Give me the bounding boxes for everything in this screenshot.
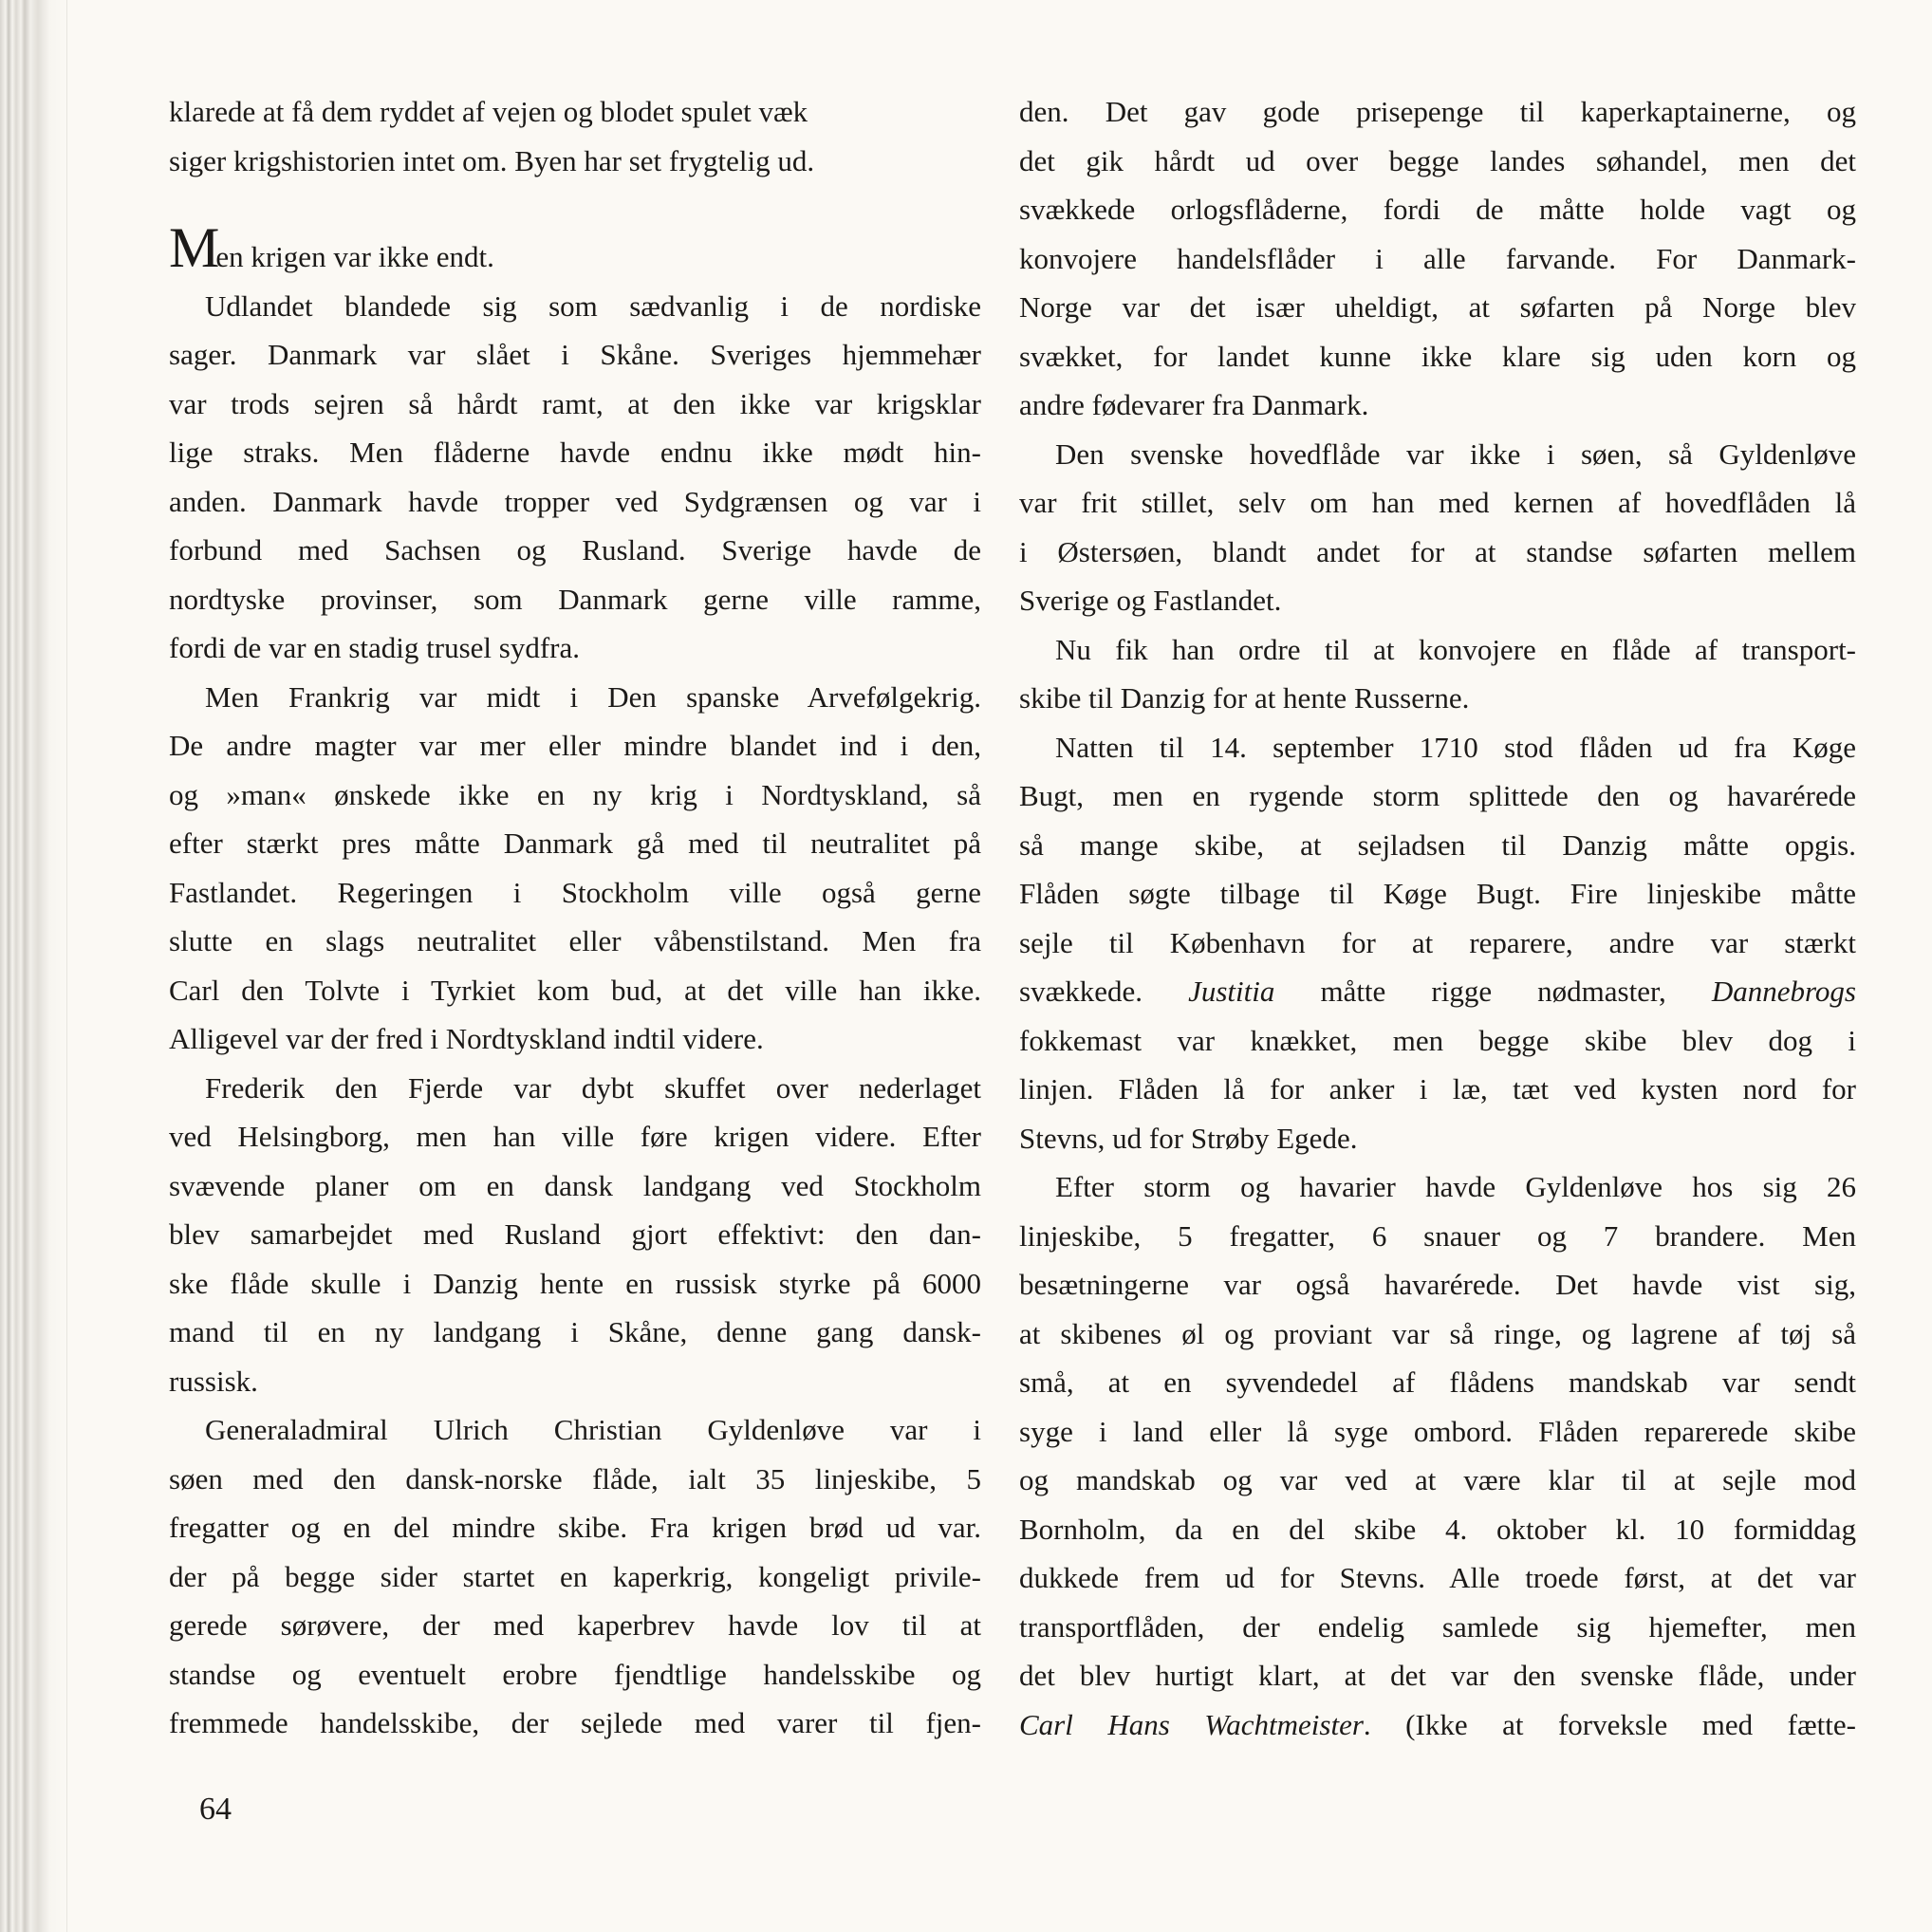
text-line: anden. Danmark havde tropper ved Sydgrænsen og var i (169, 484, 981, 518)
text-line: fordi de var en stadig trusel sydfra. (169, 631, 581, 664)
paragraph (169, 1405, 981, 1748)
left-column (169, 87, 981, 1748)
text-line: lige straks. Men flåderne havde endnu ikke mødt hin- (169, 436, 981, 469)
paragraph (1019, 430, 1856, 577)
text-line: syge i land eller lå syge ombord. Flåden reparerede skibe (1019, 1414, 1856, 1448)
text-line: besætningerne var også havarérede. Det havde vist sig, (1019, 1268, 1856, 1301)
text-line: fokkemast var knækket, men begge skibe blev dog i (1019, 1023, 1856, 1057)
text-line: mand til en ny landgang i Skåne, denne gang dansk- (169, 1315, 981, 1348)
text-line: transportflåden, der endelig samlede sig hjemefter, men (1019, 1609, 1856, 1644)
book-spine-edge (0, 0, 67, 1932)
text-line: blev samarbejdet med Rusland gjort effektivt: den dan- (169, 1217, 981, 1251)
text-line: Bugt, men en rygende storm splittede den og havarérede (1019, 779, 1856, 812)
text-line: var frit stillet, selv om han med kernen af hovedflåden lå (1019, 486, 1856, 519)
text-line: ved Helsingborg, men han ville føre krigen videre. Efter (169, 1120, 981, 1153)
paragraph (1019, 87, 1856, 381)
text-line: fremmede handelsskibe, der sejlede med varer til fjen- (169, 1706, 981, 1739)
text-line: skibe til Danzig for at hente Russerne. (1019, 681, 1470, 715)
text-line: Natten til 14. september 1710 stod flåden ud fra Køge (1055, 730, 1856, 764)
text-line: nordtyske provinser, som Danmark gerne ville ramme, (169, 582, 981, 616)
paragraph-end (1019, 674, 1856, 723)
text-line: Nu fik han ordre til at konvojere en flåde af transport- (1055, 632, 1856, 666)
text-line: Carl den Tolvte i Tyrkiet kom bud, at det ville han ikke. (169, 973, 981, 1007)
text-line: konvojere handelsflåder i alle farvande. For Danmark- (1019, 241, 1856, 275)
paragraph (169, 1064, 981, 1357)
text-line: svækket, for landet kunne ikke klare sig uden korn og (1019, 339, 1856, 373)
text-line: så mange skibe, at sejladsen til Danzig måtte opgis. (1019, 827, 1856, 862)
text-line: og »man« ønskede ikke en ny krig i Nordtyskland, så (169, 777, 981, 811)
text-line: det gik hårdt ud over begge landes søhandel, men det (1019, 143, 1856, 177)
text-line: efter stærkt pres måtte Danmark gå med til neutralitet på (169, 827, 981, 860)
paragraph-end (169, 623, 981, 673)
text-line-with-ship-names: svækkede. Justitia måtte rigge nødmaster, Dannebrogs (1019, 975, 1856, 1008)
text-line: gerede sørøvere, der med kaperbrev havde lov til at (169, 1608, 981, 1642)
text-line: det blev hurtigt klart, at det var den svenske flåde, under (1019, 1659, 1856, 1692)
paragraph-end (1019, 381, 1856, 430)
text-line: Frederik den Fjerde var dybt skuffet over nederlaget (205, 1070, 981, 1105)
ship-name-dannebrogs: Dannebrogs (1711, 975, 1856, 1008)
paragraph (169, 673, 981, 1015)
ship-name-justitia: Justitia (1188, 975, 1275, 1008)
text-line: andre fødevarer fra Danmark. (1019, 388, 1369, 421)
text-line-with-admiral-name: Carl Hans Wachtmeister. (Ikke at forveksle med fætte- (1019, 1707, 1856, 1741)
text-line: Efter storm og havarier havde Gyldenløve hos sig 26 (1055, 1170, 1856, 1203)
text-line: slutte en slags neutralitet eller våbenstilstand. Men fra (169, 924, 981, 957)
text-line: sager. Danmark var slået i Skåne. Sveriges hjemmehær (169, 338, 981, 371)
text-line: Flåden søgte tilbage til Køge Bugt. Fire linjeskibe måtte (1019, 877, 1856, 910)
paragraph-end (1019, 1114, 1856, 1163)
text-line: linjen. Flåden lå for anker i læ, tæt ved kysten nord for (1019, 1072, 1856, 1105)
text-line: i Østersøen, blandt andet for at standse søfarten mellem (1019, 534, 1856, 568)
text-line: Den svenske hovedflåde var ikke i søen, så Gyldenløve (1055, 437, 1856, 471)
paragraph (169, 87, 981, 185)
text-line: Men Frankrig var midt i Den spanske Arvefølgekrig. (205, 679, 981, 714)
text-line: forbund med Sachsen og Rusland. Sverige havde de (169, 533, 981, 567)
paragraph (1019, 1162, 1856, 1749)
text-line: sejle til København for at reparere, andre var stærkt (1019, 925, 1856, 959)
text-line: svækkede orlogsflåderne, fordi de måtte holde vagt og (1019, 193, 1856, 226)
text-line: linjeskibe, 5 fregatter, 6 snauer og 7 brandere. Men (1019, 1218, 1856, 1253)
paragraph-end (1019, 576, 1856, 625)
admiral-name: Carl Hans Wachtmeister (1019, 1707, 1364, 1741)
text-line: Norge var det især uheldigt, at søfarten på Norge blev (1019, 290, 1856, 324)
text-line: Stevns, ud for Strøby Egede. (1019, 1121, 1358, 1155)
text-line: Sverige og Fastlandet. (1019, 584, 1282, 617)
text-line: dukkede frem ud for Stevns. Alle troede først, at det var (1019, 1561, 1856, 1594)
text-line: klarede at få dem ryddet af vejen og blodet spulet væk (169, 95, 808, 128)
text-line: der på begge sider startet en kaperkrig, kongeligt privile- (169, 1559, 981, 1593)
section-start-paragraph (169, 216, 981, 282)
text-line: Bornholm, da en del skibe 4. oktober kl. 10 formiddag (1019, 1512, 1856, 1546)
text-line: fregatter og en del mindre skibe. Fra krigen brød ud var. (169, 1511, 981, 1544)
text-line: en krigen var ikke endt. (215, 240, 494, 273)
paragraph-end (169, 1357, 981, 1406)
paragraph (1019, 625, 1856, 675)
text-line: Fastlandet. Regeringen i Stockholm ville også gerne (169, 875, 981, 909)
text-line: standse og eventuelt erobre fjendtlige handelsskibe og (169, 1657, 981, 1691)
text-line: og mandskab og var ved at være klar til at sejle mod (1019, 1463, 1856, 1496)
text-line: svævende planer om en dansk landgang ved Stockholm (169, 1168, 981, 1202)
right-column (1019, 87, 1856, 1749)
text-line: søen med den dansk-norske flåde, ialt 35 linjeskibe, 5 (169, 1461, 981, 1495)
text-line: Udlandet blandede sig som sædvanlig i de nordiske (205, 288, 981, 323)
text-line: var trods sejren så hårdt ramt, at den ikke var krigsklar (169, 386, 981, 420)
text-line: siger krigshistorien intet om. Byen har set frygtelig ud. (169, 143, 815, 177)
text-line: De andre magter var mer eller mindre blandet ind i den, (169, 729, 981, 762)
text-line: Alligevel var der fred i Nordtyskland indtil videre. (169, 1022, 764, 1055)
text-line: Generaladmiral Ulrich Christian Gyldenløve var i (205, 1413, 981, 1446)
text-line: ske flåde skulle i Danzig hente en russisk styrke på 6000 (169, 1266, 981, 1300)
text-line: små, at en syvendedel af flådens mandskab var sendt (1019, 1365, 1856, 1399)
text-line: den. Det gav gode prisepenge til kaperkaptainerne, og (1019, 95, 1856, 128)
paragraph (169, 282, 981, 624)
text-line: at skibenes øl og proviant var så ringe, og lagrene af tøj så (1019, 1316, 1856, 1350)
text-line: russisk. (169, 1364, 258, 1398)
page-number: 64 (199, 1792, 232, 1827)
paragraph-end (169, 1014, 981, 1064)
drop-cap: M (169, 216, 216, 279)
paragraph (1019, 723, 1856, 1114)
